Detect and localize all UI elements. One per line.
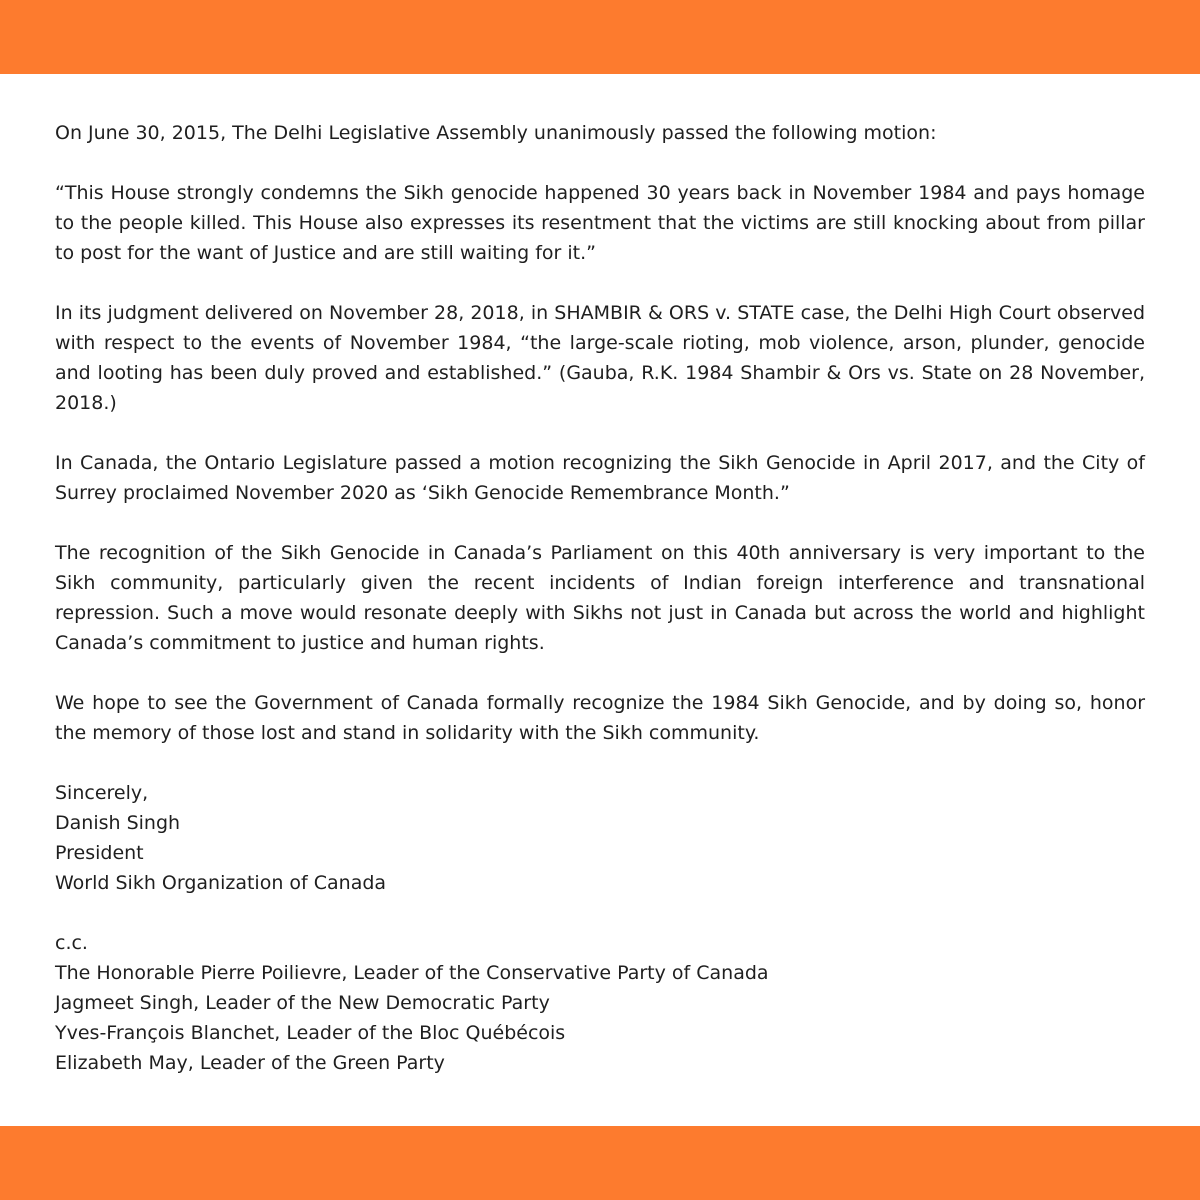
cc-recipient: Jagmeet Singh, Leader of the New Democratic Party — [55, 992, 550, 1014]
signature-closing: Sincerely, — [55, 782, 149, 804]
letter-body — [55, 118, 1145, 1108]
parliament-recognition-paragraph: The recognition of the Sikh Genocide in Canada’s Parliament on this 40th anniversary is very important to the Sikh community, particularly given the recent incidents of Indian foreign interference and transnational repression. Such a move would resonate deeply with Sikhs not just in Canada but across the world and highlight Canada’s commitment to justice and human rights. — [55, 542, 1145, 654]
signature-title: President — [55, 842, 144, 864]
judgment-paragraph: In its judgment delivered on November 28, 2018, in SHAMBIR & ORS v. STATE case, the Delhi High Court observed with respect to the events of November 1984, “the large-scale rioting, mob violence, arson, plunder, genocide and looting has been duly proved and established.” (Gauba, R.K. 1984 Shambir & Ors vs. State on 28 November, 2018.) — [55, 302, 1145, 414]
closing-request-paragraph: We hope to see the Government of Canada formally recognize the 1984 Sikh Genocide, and by doing so, honor the memory of those lost and stand in solidarity with the Sikh community. — [55, 692, 1145, 744]
cc-block — [55, 928, 1145, 1078]
cc-recipient: The Honorable Pierre Poilievre, Leader of the Conservative Party of Canada — [55, 962, 769, 984]
intro-paragraph: On June 30, 2015, The Delhi Legislative Assembly unanimously passed the following motion: — [55, 122, 937, 144]
canada-recognition-paragraph: In Canada, the Ontario Legislature passed a motion recognizing the Sikh Genocide in April 2017, and the City of Surrey proclaimed November 2020 as ‘Sikh Genocide Remembrance Month.” — [55, 452, 1145, 504]
signature-block — [55, 778, 1145, 898]
top-orange-band — [0, 0, 1200, 74]
signature-organization: World Sikh Organization of Canada — [55, 872, 387, 894]
cc-label: c.c. — [55, 932, 88, 954]
motion-quote-paragraph: “This House strongly condemns the Sikh genocide happened 30 years back in November 1984 and pays homage to the people killed. This House also expresses its resentment that the victims are still knocking about from pillar to post for the want of Justice and are still waiting for it.” — [55, 182, 1145, 264]
signature-name: Danish Singh — [55, 812, 181, 834]
cc-recipient: Yves-François Blanchet, Leader of the Bloc Québécois — [55, 1022, 566, 1044]
bottom-orange-band — [0, 1126, 1200, 1200]
cc-recipient: Elizabeth May, Leader of the Green Party — [55, 1052, 445, 1074]
